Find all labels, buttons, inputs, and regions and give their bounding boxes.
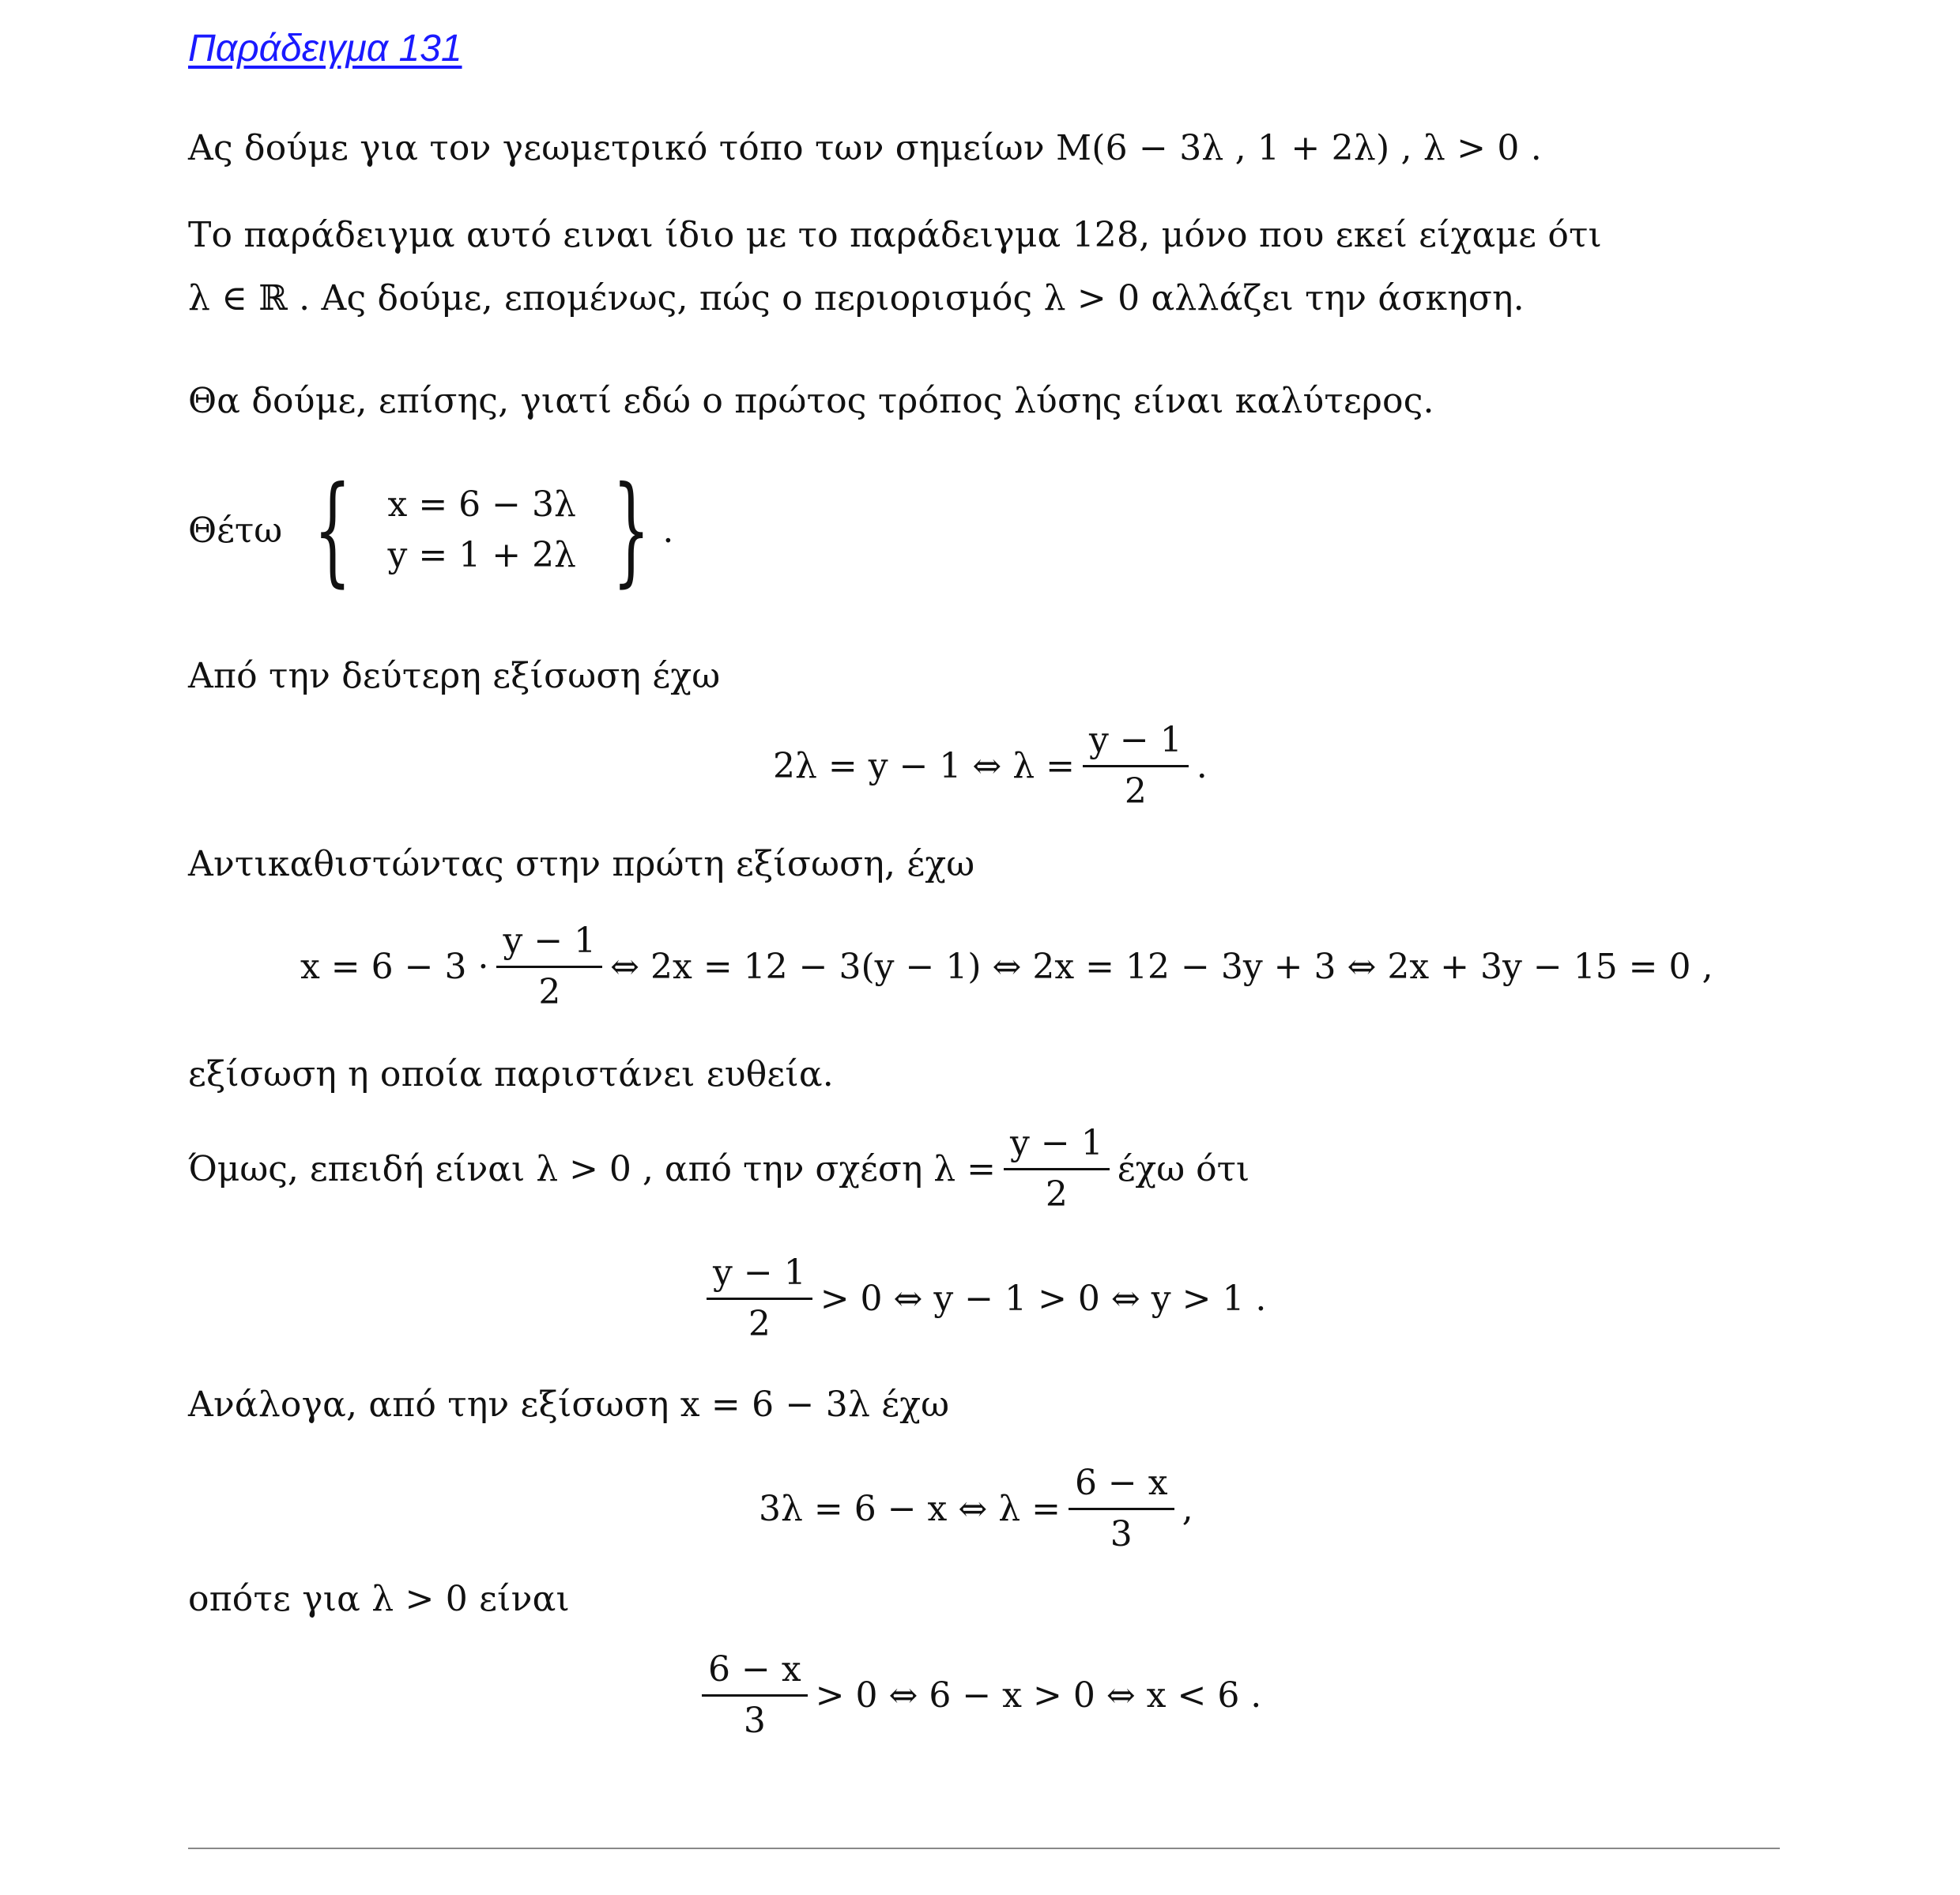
fraction-numerator: y − 1 (1004, 1122, 1110, 1170)
right-brace-icon: } (612, 462, 650, 599)
equation-left: 3λ = 6 − x ⇔ λ = (759, 1489, 1061, 1529)
fraction-numerator: y − 1 (707, 1252, 812, 1300)
equation-right: ⇔ 2x = 12 − 3(y − 1) ⇔ 2x = 12 − 3y + 3 ⇔ 2x + 3y − 15 = 0 , (610, 947, 1713, 987)
fraction (1083, 719, 1189, 813)
equation-right: > 0 ⇔ y − 1 > 0 ⇔ y > 1 . (820, 1279, 1267, 1319)
equation-right: > 0 ⇔ 6 − x > 0 ⇔ x < 6 . (815, 1675, 1262, 1716)
fraction-denominator: 2 (748, 1304, 771, 1344)
fraction-denominator: 3 (1110, 1514, 1133, 1554)
equation-left: x = 6 − 3 · (300, 947, 489, 987)
paragraph-method-note: Θα δούμε, επίσης, γιατί εδώ ο πρώτος τρόπος λύσης είναι καλύτερος. (188, 381, 1434, 421)
equation-line (300, 920, 1713, 1014)
paragraph-however (188, 1122, 1250, 1216)
fraction (707, 1252, 812, 1346)
system-lead-text: Θέτω (188, 510, 283, 551)
fraction-denominator: 2 (1124, 771, 1147, 812)
equation-x-condition (702, 1648, 1261, 1742)
equation-left: 2λ = y − 1 ⇔ λ = (773, 746, 1075, 786)
however-right-text: έχω ότι (1117, 1149, 1250, 1189)
fraction-numerator: y − 1 (1083, 719, 1189, 767)
left-brace-icon: { (313, 462, 352, 599)
fraction (1004, 1122, 1110, 1216)
fraction-numerator: y − 1 (496, 920, 602, 968)
fraction-denominator: 3 (743, 1701, 766, 1741)
fraction-denominator: 2 (1045, 1174, 1068, 1215)
equation-tail: . (1196, 746, 1208, 786)
example-title-link[interactable]: Παράδειγμα 131 (188, 28, 462, 70)
paragraph-substitution: Αντικαθιστώντας στην πρώτη εξίσωση, έχω (188, 844, 975, 884)
equation-tail: , (1182, 1489, 1193, 1529)
parametric-system (188, 462, 674, 599)
paragraph-analogous: Ανάλογα, από την εξίσωση x = 6 − 3λ έχω (188, 1385, 950, 1425)
however-left-text: Όμως, επειδή είναι λ > 0 , από την σχέση λ = (188, 1149, 997, 1189)
fraction-numerator: 6 − x (1069, 1462, 1174, 1510)
system-equation-x: x = 6 − 3λ (387, 484, 576, 525)
fraction-denominator: 2 (538, 972, 561, 1012)
paragraph-line-conclusion: εξίσωση η οποία παριστάνει ευθεία. (188, 1054, 834, 1094)
fraction-numerator: 6 − x (702, 1648, 808, 1697)
paragraph-intro: Ας δούμε για τον γεωμετρικό τόπο των σημείων M(6 − 3λ , 1 + 2λ) , λ > 0 . (188, 128, 1542, 168)
fraction (496, 920, 602, 1014)
system-tail: . (662, 510, 674, 551)
equation-solve-lambda (773, 719, 1208, 813)
equation-y-condition (707, 1252, 1266, 1346)
equation-solve-lambda-x (759, 1462, 1193, 1556)
system-equation-y: y = 1 + 2λ (387, 535, 576, 575)
bottom-divider (188, 1848, 1780, 1849)
system-equations (374, 480, 590, 581)
paragraph-second-equation: Από την δεύτερη εξίσωση έχω (188, 656, 721, 696)
fraction (1069, 1462, 1174, 1556)
fraction (702, 1648, 808, 1742)
paragraph-comparison-line2: λ ∈ ℝ . Ας δούμε, επομένως, πώς ο περιορισμός λ > 0 αλλάζει την άσκηση. (188, 278, 1525, 318)
paragraph-comparison-line1: Το παράδειγμα αυτό ειναι ίδιο με το παράδειγμα 128, μόνο που εκεί είχαμε ότι (188, 215, 1603, 255)
paragraph-so-for-lambda: οπότε για λ > 0 είναι (188, 1579, 570, 1619)
